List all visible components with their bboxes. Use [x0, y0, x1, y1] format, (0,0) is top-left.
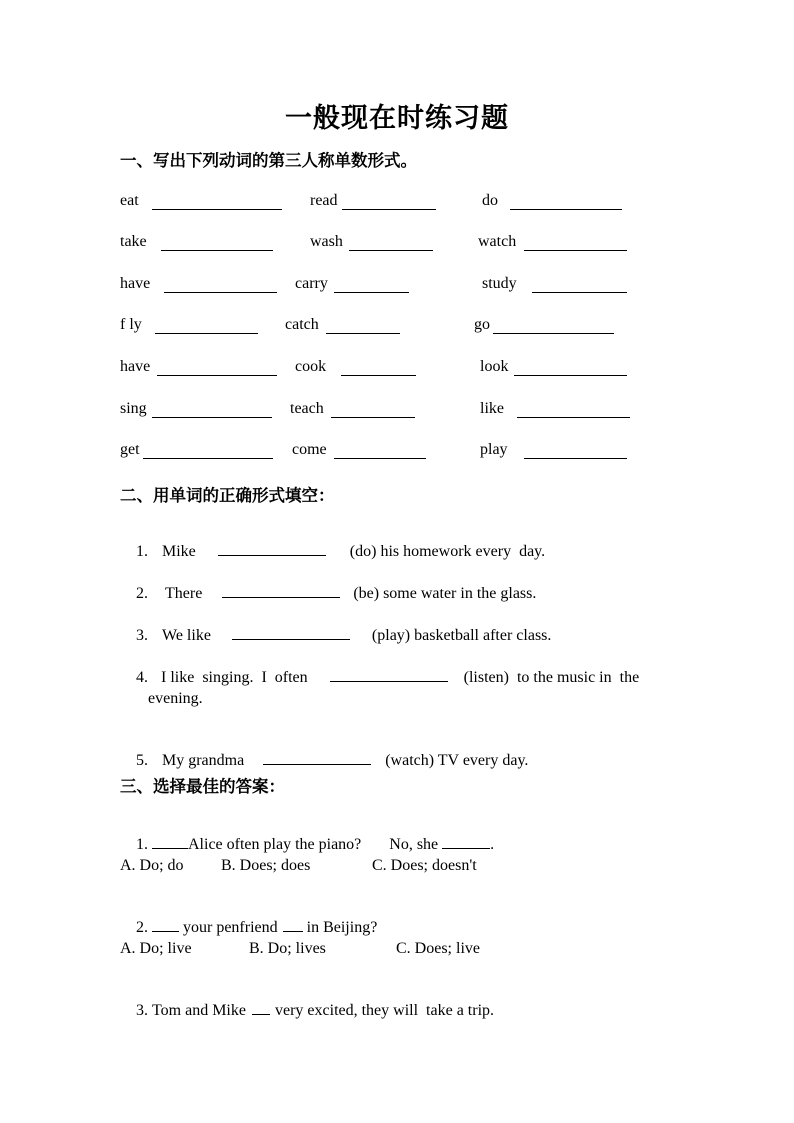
- verb-word: do: [482, 192, 498, 209]
- section3-heading: 三、选择最佳的答案：: [120, 777, 285, 796]
- verb-word: come: [292, 441, 327, 458]
- answer-blank[interactable]: [157, 361, 277, 376]
- answer-blank[interactable]: [263, 750, 371, 765]
- verb-word: take: [120, 233, 147, 250]
- verb-word: go: [474, 316, 490, 333]
- item-text-before: We like: [162, 627, 211, 644]
- answer-blank[interactable]: [493, 319, 614, 334]
- item-text-before: I like singing. I often: [161, 669, 308, 686]
- question-text-answer: No, she: [389, 836, 439, 853]
- answer-blank[interactable]: [232, 625, 350, 640]
- answer-blank[interactable]: [330, 667, 448, 682]
- fill-item-4-continuation: evening.: [148, 690, 203, 707]
- q1-option-c[interactable]: C. Does; doesn't: [372, 857, 477, 874]
- item-number: 3.: [136, 627, 148, 644]
- answer-blank[interactable]: [143, 444, 273, 459]
- q2-option-c[interactable]: C. Does; live: [396, 940, 480, 957]
- verb-word: have: [120, 275, 151, 292]
- answer-blank[interactable]: [341, 361, 416, 376]
- answer-blank[interactable]: [283, 917, 303, 932]
- answer-blank[interactable]: [524, 236, 627, 251]
- verb-word: teach: [290, 400, 324, 417]
- item-text-after: (watch) TV every day.: [385, 752, 529, 769]
- item-text-after: (listen) to the music in the: [463, 669, 640, 686]
- verb-word: have: [120, 358, 151, 375]
- verb-word: like: [480, 400, 504, 417]
- answer-blank[interactable]: [524, 444, 627, 459]
- answer-blank[interactable]: [218, 541, 326, 556]
- section1-heading: 一、写出下列动词的第三人称单数形式。: [120, 151, 417, 170]
- item-text-before: There: [165, 585, 203, 602]
- question-period: .: [490, 836, 495, 853]
- verb-word: watch: [478, 233, 517, 250]
- answer-blank[interactable]: [342, 195, 436, 210]
- item-text-before: Mike: [162, 543, 196, 560]
- answer-blank[interactable]: [152, 403, 272, 418]
- answer-blank[interactable]: [252, 1000, 270, 1015]
- answer-blank[interactable]: [155, 319, 258, 334]
- answer-blank[interactable]: [152, 195, 282, 210]
- question-text: Tom and Mike: [152, 1002, 246, 1019]
- question-text: your penfriend: [183, 919, 278, 936]
- answer-blank[interactable]: [164, 278, 277, 293]
- q2-option-a[interactable]: A. Do; live: [120, 940, 192, 957]
- answer-blank[interactable]: [514, 361, 627, 376]
- answer-blank[interactable]: [442, 834, 490, 849]
- verb-word: f ly: [120, 316, 142, 333]
- verb-word: eat: [120, 192, 139, 209]
- q1-option-b[interactable]: B. Does; does: [221, 857, 311, 874]
- question-text: very excited, they will take a trip.: [274, 1002, 495, 1019]
- verb-word: play: [480, 441, 508, 458]
- mc-question-3: [120, 982, 494, 1038]
- answer-blank[interactable]: [152, 917, 179, 932]
- answer-blank[interactable]: [334, 278, 409, 293]
- answer-blank[interactable]: [532, 278, 627, 293]
- item-text-after: (play) basketball after class.: [371, 627, 552, 644]
- question-text: Alice often play the piano?: [188, 836, 362, 853]
- question-number: 2.: [136, 919, 148, 936]
- q2-option-b[interactable]: B. Do; lives: [249, 940, 326, 957]
- answer-blank[interactable]: [222, 583, 340, 598]
- answer-blank[interactable]: [334, 444, 426, 459]
- item-text-after: (be) some water in the glass.: [353, 585, 537, 602]
- verb-word: study: [482, 275, 517, 292]
- question-number: 3.: [136, 1002, 148, 1019]
- item-text-before: My grandma: [162, 752, 245, 769]
- answer-blank[interactable]: [510, 195, 622, 210]
- verb-word: get: [120, 441, 140, 458]
- verb-word: sing: [120, 400, 147, 417]
- section2-heading: 二、用单词的正确形式填空：: [120, 486, 335, 505]
- answer-blank[interactable]: [517, 403, 630, 418]
- item-number: 4.: [136, 669, 148, 686]
- answer-blank[interactable]: [152, 834, 188, 849]
- verb-word: read: [310, 192, 338, 209]
- verb-word: catch: [285, 316, 319, 333]
- answer-blank[interactable]: [331, 403, 415, 418]
- item-number: 5.: [136, 752, 148, 769]
- question-number: 1.: [136, 836, 148, 853]
- verb-word: carry: [295, 275, 328, 292]
- answer-blank[interactable]: [349, 236, 433, 251]
- item-number: 1.: [136, 543, 148, 560]
- answer-blank[interactable]: [161, 236, 273, 251]
- page-title: 一般现在时练习题: [285, 103, 509, 134]
- q1-option-a[interactable]: A. Do; do: [120, 857, 184, 874]
- item-text-after: (do) his homework every day.: [349, 543, 546, 560]
- verb-word: cook: [295, 358, 327, 375]
- item-number: 2.: [136, 585, 148, 602]
- verb-word: look: [480, 358, 509, 375]
- verb-word: wash: [310, 233, 343, 250]
- question-text: in Beijing?: [306, 919, 378, 936]
- answer-blank[interactable]: [326, 319, 400, 334]
